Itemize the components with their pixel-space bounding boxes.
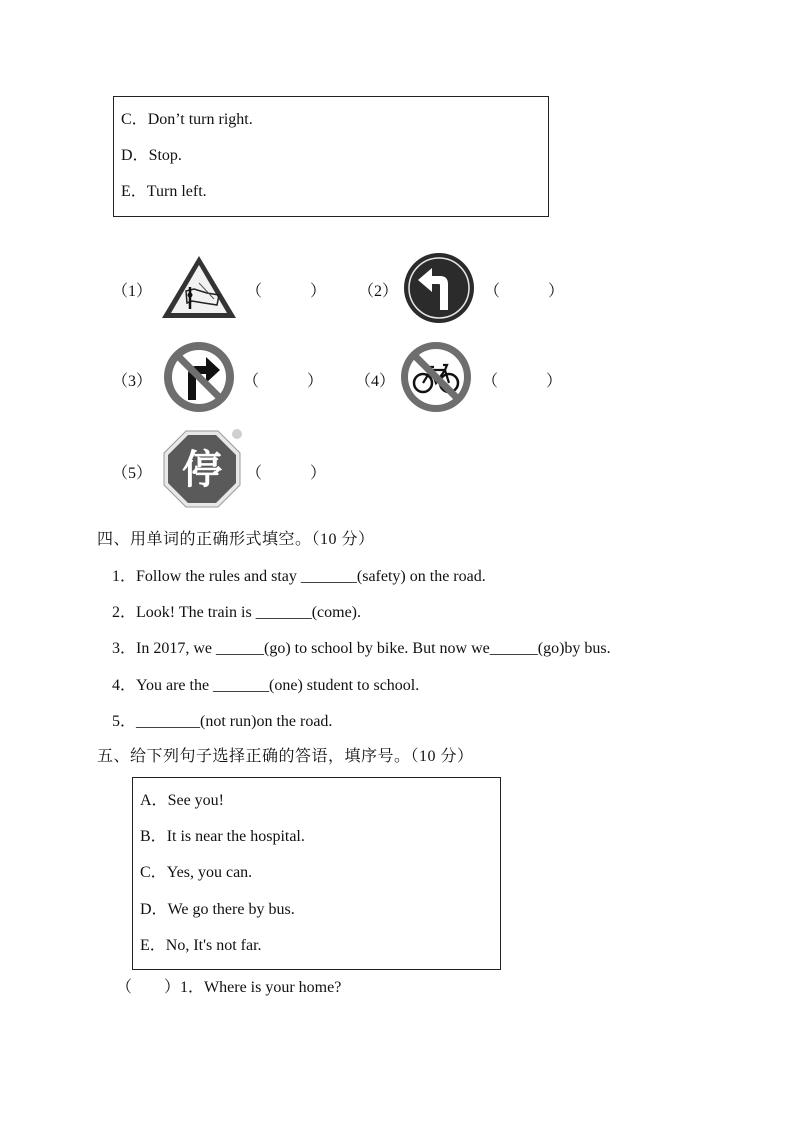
section-4-item-5 <box>112 708 332 731</box>
sign-4-answer-blank[interactable]: （ ） <box>482 373 563 390</box>
answer-blank[interactable]: （ ） <box>116 979 181 996</box>
reply-option-e <box>140 932 262 955</box>
option-letter: D． <box>140 901 168 918</box>
sign-3-label: （3） <box>112 373 153 390</box>
option-letter: C． <box>140 864 167 881</box>
option-text: Stop. <box>148 147 182 164</box>
option-letter: E． <box>121 183 147 200</box>
item-number: 2． <box>112 604 137 621</box>
sign-3-answer-blank[interactable]: （ ） <box>243 373 324 390</box>
sign-2-label: （2） <box>358 283 399 300</box>
turn-left-icon <box>402 252 476 324</box>
option-letter: B． <box>140 828 167 845</box>
option-text: No, It's not far. <box>165 937 262 954</box>
option-letter: D． <box>121 147 149 164</box>
option-text: See you! <box>167 792 224 809</box>
warning-triangle-icon <box>159 253 239 321</box>
item-number: 1． <box>112 568 137 585</box>
item-number: 3． <box>112 640 137 657</box>
question-number: 1． <box>180 979 205 996</box>
item-number: 4． <box>112 677 137 694</box>
item-text: Look! The train is _______(come). <box>136 604 361 621</box>
option-text: Don’t turn right. <box>147 111 253 128</box>
section-4-item-4 <box>112 672 419 695</box>
reply-option-a <box>140 787 224 810</box>
sign-5-label: （5） <box>112 465 153 482</box>
section-4-item-1 <box>112 563 486 586</box>
sign-1-answer-blank[interactable]: （ ） <box>246 283 327 300</box>
reply-option-b <box>140 823 305 846</box>
option-letter: C． <box>121 111 148 128</box>
option-c <box>121 106 253 129</box>
item-text: In 2017, we ______(go) to school by bike. But now we______(go)by bus. <box>136 640 611 657</box>
stop-sign-icon <box>161 428 243 510</box>
option-d <box>121 142 182 165</box>
option-text: Yes, you can. <box>166 864 253 881</box>
item-number: 5． <box>112 713 137 730</box>
option-e <box>121 178 207 201</box>
no-bicycles-icon <box>398 340 474 414</box>
option-text: It is near the hospital. <box>166 828 305 845</box>
sign-2-answer-blank[interactable]: （ ） <box>484 283 565 300</box>
option-text: We go there by bus. <box>167 901 295 918</box>
section-5-question-1 <box>116 974 341 997</box>
reply-option-d <box>140 896 295 919</box>
section-4-heading: 四、用单词的正确形式填空。（10 分） <box>97 531 375 548</box>
sign-1-label: （1） <box>112 283 153 300</box>
reply-option-c <box>140 859 252 882</box>
stop-sign-text: 停 <box>182 447 222 493</box>
section-5-heading: 五、给下列句子选择正确的答语，填序号。（10 分） <box>97 748 474 765</box>
sign-4-label: （4） <box>355 373 396 390</box>
section-4-item-2 <box>112 599 361 622</box>
no-right-turn-icon <box>162 340 236 414</box>
section-4-item-3 <box>112 635 611 658</box>
option-letter: A． <box>140 792 168 809</box>
option-letter: E． <box>140 937 166 954</box>
item-text: You are the _______(one) student to school. <box>136 677 420 694</box>
option-text: Turn left. <box>146 183 207 200</box>
sign-5-answer-blank[interactable]: （ ） <box>246 465 327 482</box>
question-text: Where is your home? <box>204 979 342 996</box>
item-text: ________(not run)on the road. <box>136 713 333 730</box>
item-text: Follow the rules and stay _______(safety) on the road. <box>136 568 486 585</box>
